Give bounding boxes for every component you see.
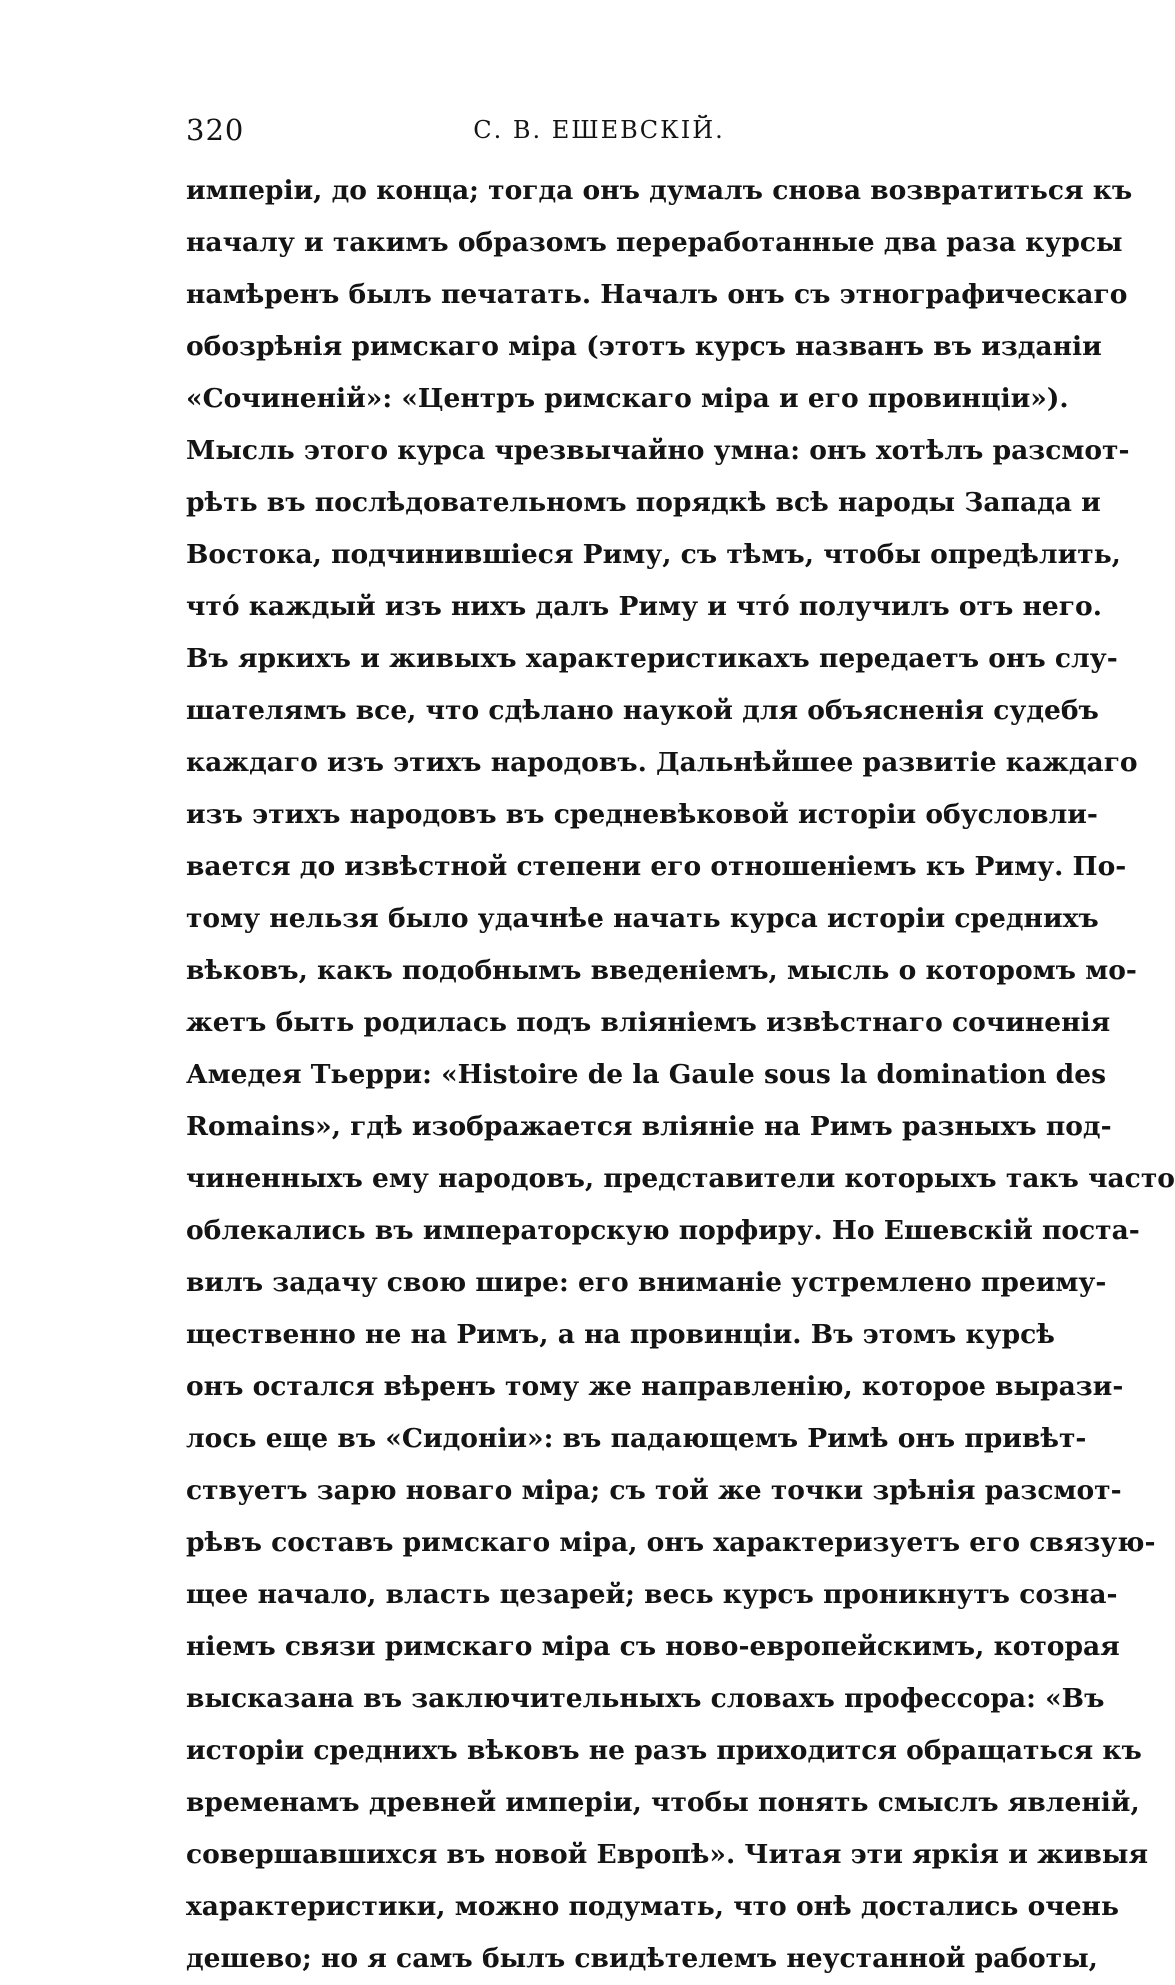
text-line: Въ яркихъ и живыхъ характеристикахъ передаетъ онъ слу- [186, 643, 1118, 674]
page-number: 320 [186, 113, 245, 147]
body-text [186, 165, 1175, 1985]
text-line: исторіи среднихъ вѣковъ не разъ приходится обращаться къ [186, 1735, 1142, 1766]
text-line: шателямъ все, что сдѣлано наукой для объясненія судебъ [186, 695, 1099, 726]
text-line: каждаго изъ этихъ народовъ. Дальнѣйшее развитіе каждаго [186, 747, 1138, 778]
text-line: облекались въ императорскую порфиру. Но Ешевскій поста- [186, 1215, 1140, 1246]
text-line: что́ каждый изъ нихъ далъ Риму и что́ получилъ отъ него. [186, 591, 1102, 622]
text-line: рѣвъ составъ римскаго міра, онъ характеризуетъ его связую- [186, 1527, 1156, 1558]
text-line: лось еще въ «Сидоніи»: въ падающемъ Римѣ онъ привѣт- [186, 1423, 1087, 1454]
text-line: щественно не на Римъ, а на провинціи. Въ этомъ курсѣ [186, 1319, 1055, 1350]
text-line: обозрѣнія римскаго міра (этотъ курсъ названъ въ изданіи [186, 331, 1102, 362]
text-line: началу и такимъ образомъ переработанные два раза курсы [186, 227, 1123, 258]
text-line: характеристики, можно подумать, что онѣ достались очень [186, 1891, 1119, 1922]
text-line: жетъ быть родилась подъ вліяніемъ извѣстнаго сочиненія [186, 1007, 1111, 1038]
text-line: вѣковъ, какъ подобнымъ введеніемъ, мысль о которомъ мо- [186, 955, 1137, 986]
text-line: высказана въ заключительныхъ словахъ профессора: «Въ [186, 1683, 1105, 1714]
running-title: С. В. ЕШЕВСКІЙ. [473, 116, 725, 144]
text-line: тому нельзя было удачнѣе начать курса исторіи среднихъ [186, 903, 1099, 934]
text-line: дешево; но я самъ былъ свидѣтелемъ неустанной работы, [186, 1943, 1098, 1974]
text-line: Мысль этого курса чрезвычайно умна: онъ хотѣлъ разсмот- [186, 435, 1130, 466]
text-line: Амедея Тьерри: «Histoire de la Gaule sous la domination des [186, 1059, 1106, 1090]
running-head [186, 108, 1012, 152]
text-line: Востока, подчинившіеся Риму, съ тѣмъ, чтобы опредѣлить, [186, 539, 1121, 570]
text-line: чиненныхъ ему народовъ, представители которыхъ такъ часто [186, 1163, 1175, 1194]
text-line: временамъ древней имперіи, чтобы понять смыслъ явленій, [186, 1787, 1140, 1818]
text-line: ствуетъ зарю новаго міра; съ той же точки зрѣнія разсмот- [186, 1475, 1122, 1506]
text-line: рѣть въ послѣдовательномъ порядкѣ всѣ народы Запада и [186, 487, 1101, 518]
text-line: онъ остался вѣренъ тому же направленію, которое вырази- [186, 1371, 1124, 1402]
text-line: Romains», гдѣ изображается вліяніе на Римъ разныхъ под- [186, 1111, 1112, 1142]
text-line: щее начало, власть цезарей; весь курсъ проникнутъ созна- [186, 1579, 1118, 1610]
text-line: ніемъ связи римскаго міра съ ново-европейскимъ, которая [186, 1631, 1120, 1662]
text-line: вается до извѣстной степени его отношеніемъ къ Риму. По- [186, 851, 1127, 882]
text-line: имперіи, до конца; тогда онъ думалъ снова возвратиться къ [186, 175, 1133, 206]
text-line: изъ этихъ народовъ въ средневѣковой исторіи обусловли- [186, 799, 1098, 830]
text-line: вилъ задачу свою шире: его вниманіе устремлено преиму- [186, 1267, 1107, 1298]
text-line: «Сочиненій»: «Центръ римскаго міра и его провинціи»). [186, 383, 1069, 414]
text-line: намѣренъ былъ печатать. Началъ онъ съ этнографическаго [186, 279, 1128, 310]
text-line: совершавшихся въ новой Европѣ». Читая эти яркія и живыя [186, 1839, 1149, 1870]
